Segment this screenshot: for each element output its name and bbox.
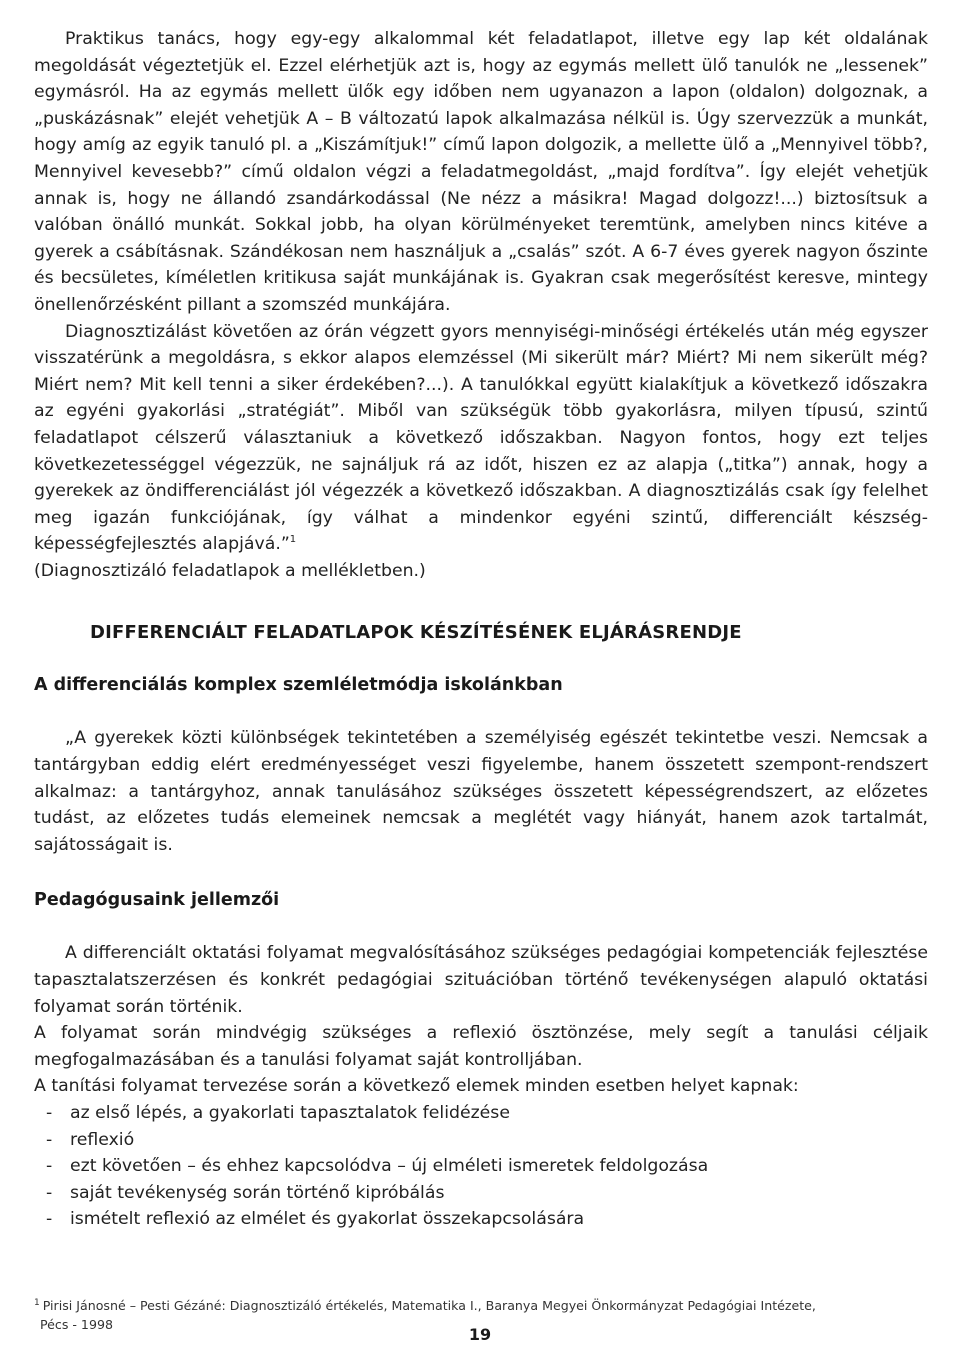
list-item: - az első lépés, a gyakorlati tapasztalatok felidézése (34, 1100, 928, 1127)
list-item: - ismételt reflexió az elmélet és gyakorlat összekapcsolására (34, 1206, 928, 1233)
document-body (34, 26, 928, 1233)
paragraph-reflection: A folyamat során mindvégig szükséges a reflexió ösztönzése, mely segít a tanulási céljaik megfogalmazásában és a tanulási folyamat saját kontrolljában. (34, 1023, 928, 1070)
section-title: DIFFERENCIÁLT FELADATLAPOK KÉSZÍTÉSÉNEK ELJÁRÁSRENDJE (90, 622, 742, 644)
list-item: - reflexió (34, 1127, 928, 1154)
paragraph-competencies: A differenciált oktatási folyamat megvalósításához szükséges pedagógiai kompetenciák fejlesztése tapasztalatszerzésen és konkrét pedagógiai szituációban történő tevékenységen alapuló oktatási folyamat során történik. (34, 943, 928, 1017)
paragraph-diagnosis (34, 319, 928, 558)
subsection-title-differentiation: A differenciálás komplex szemléletmódja iskolánkban (34, 675, 563, 696)
paragraph-practical-advice: Praktikus tanács, hogy egy-egy alkalommal két feladatlapot, illetve egy lap két oldalának megoldását végeztetjük el. Ezzel elérhetjük azt is, hogy az egymás mellett ülő tanulók ne „lessenek” egymásról. Ha az egymás mellett ülők egy időben nem ugyanazon a lapon (oldalon) dolgoznak, a „puskázásnak” elejét vehetjük A – B változatú lapok alkalmazása nélkül is. Úgy szervezzük a munkát, hogy amíg az egyik tanuló pl. a „Kiszámítjuk!” című lapon dolgozik, a mellette ülő a „Mennyivel több?, Mennyivel kevesebb?” című oldalon végzi a feladatmegoldást, „majd fordítva”. Így elejét vehetjük annak is, hogy ne állandó zsandárkodással (Ne nézz a másikra! Magad dolgozz!...) biztosítsuk a valóban önálló munkát. Sokkal jobb, ha olyan körülményeket teremtünk, amelyben nincs kitéve a gyerek a csábításnak. Szándékosan nem használjuk a „csalás” szót. A 6-7 éves gyerek nagyon őszinte és becsületes, kíméletlen kritikusa saját munkájának is. Gyakran csak megerősítést keresve, mintegy önellenőrzésként pillant a szomszéd munkájára. (34, 29, 928, 315)
page-number: 19 (468, 1325, 492, 1344)
paragraph-diagnosis-text: Diagnosztizálást követően az órán végzett gyors mennyiségi-minőségi értékelés után még egyszer visszatérünk a megoldásra, s ekkor alapos elemzéssel (Mi sikerült már? Miért? Mi nem sikerült még? Miért nem? Mit kell tenni a siker érdekében?...). A tanulókkal együtt kialakítjuk a következő időszakra az egyéni gyakorlási „stratégiát”. Miből van szükségük több gyakorlásra, milyen típusú, szintű feladatlapot célszerű választaniuk a következő időszakban. Nagyon fontos, hogy ezt teljes következetességgel végezzük, ne sajnáljuk rá az időt, hiszen ez az alapja („titka”) annak, hogy a gyerekek az öndifferenciálást jól végezzék a következő időszakban. A diagnosztizálás csak így felelhet meg igazán funkciójának, így válhat a mindenkor egyéni szintű, differenciált készség-képességfejlesztés alapjává.” (34, 321, 928, 555)
paragraph-differentiation-quote: „A gyerekek közti különbségek tekintetében a személyiség egészét tekintetbe veszi. Nemcsak a tantárgyban eddig elért eredményességet veszi figyelembe, hanem összetett szempont-rendszert alkalmaz: a tantárgyhoz, annak tanulásához szükséges összetett képességrendszert, az előzetes tudást, az előzetes tudás elemeinek nemcsak a meglétét vagy hiányát, hanem azok tartalmát, sajátosságait is. (34, 728, 928, 855)
planning-elements-list (34, 1100, 928, 1233)
footnote-line-2: Pécs - 1998 (40, 1317, 113, 1333)
footnote-reference: 1 (289, 534, 297, 546)
footnote-line-1 (34, 1294, 914, 1315)
paragraph-planning: A tanítási folyamat tervezése során a következő elemek minden esetben helyet kapnak: (34, 1076, 799, 1097)
paragraph-appendix-note: (Diagnosztizáló feladatlapok a mellékletben.) (34, 560, 426, 581)
footnote-number: 1 (34, 1298, 40, 1308)
list-item: - saját tevékenység során történő kipróbálás (34, 1180, 928, 1207)
subsection-title-teachers: Pedagógusaink jellemzői (34, 890, 280, 911)
list-item: - ezt követően – és ehhez kapcsolódva – új elméleti ismeretek feldolgozása (34, 1153, 928, 1180)
footnote-citation: Pirisi Jánosné – Pesti Gézáné: Diagnosztizáló értékelés, Matematika I., Baranya Megyei Önkormányzat Pedagógiai Intézete, (42, 1298, 816, 1314)
